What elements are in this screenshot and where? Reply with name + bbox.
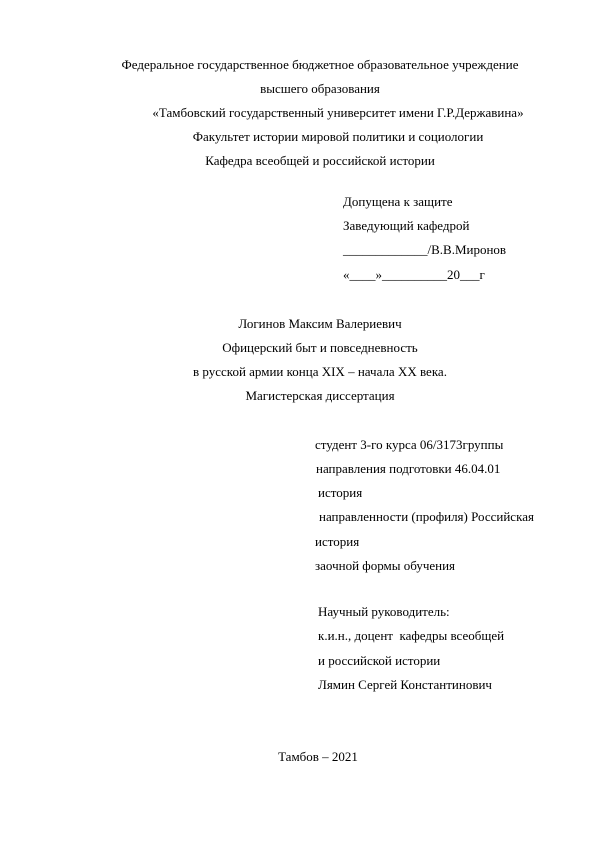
study-form: заочной формы обучения [315,558,456,573]
student-direction-name: история [318,485,363,500]
head-signature-line: _____________/В.В.Миронов [343,242,507,257]
approval-date-line: «____»__________20___г [343,267,485,282]
supervisor-position: к.и.н., доцент кафедры всеобщей [318,628,505,643]
author-name: Логинов Максим Валериевич [238,316,402,331]
student-profile-name: история [315,534,360,549]
supervisor-department: и российской истории [318,653,441,668]
thesis-title-line2: в русской армии конца XIX – начала XX века. [193,364,447,379]
thesis-type: Магистерская диссертация [245,388,395,403]
student-course-group: студент 3-го курса 06/3173группы [315,437,504,452]
institution-type: Федеральное государственное бюджетное образовательное учреждение [121,57,519,72]
student-direction: направления подготовки 46.04.01 [316,461,501,476]
department-name: Кафедра всеобщей и российской истории [205,153,435,168]
admitted-to-defense: Допущена к защите [343,194,453,209]
supervisor-label: Научный руководитель: [318,604,450,619]
student-profile: направленности (профиля) Российская [319,509,534,524]
place-and-year: Тамбов – 2021 [278,749,358,764]
education-level: высшего образования [260,81,380,96]
head-of-department: Заведующий кафедрой [343,218,470,233]
faculty-name: Факультет истории мировой политики и социологии [192,129,484,144]
university-name: «Тамбовский государственный университет имени Г.Р.Державина» [152,105,524,120]
thesis-title-line1: Офицерский быт и повседневность [222,340,418,355]
supervisor-name: Лямин Сергей Константинович [318,677,492,692]
